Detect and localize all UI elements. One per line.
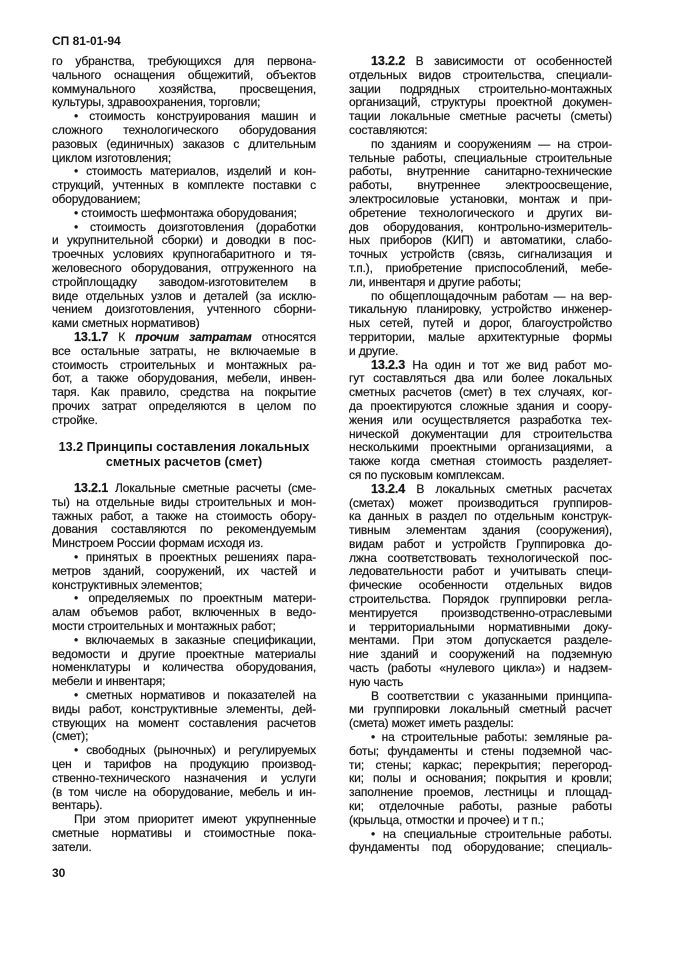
text-line: В соответствии с указанными принципа- bbox=[371, 688, 612, 703]
text-line: мости строительных и монтажных работ; bbox=[52, 618, 276, 633]
text-line: При этом приоритет имеют укрупненные bbox=[74, 812, 316, 827]
text-line: да проектируются сложные здания и соору- bbox=[349, 398, 612, 413]
text-line: дования составляются по рекомендуемым bbox=[52, 522, 316, 537]
text-line: работы, внутреннее электроосвещение, bbox=[349, 178, 612, 193]
text-line: Минстроем России формам исходя из. bbox=[52, 536, 264, 551]
text-line: работы, внутренние санитарно-технические bbox=[349, 164, 612, 179]
text-line: территории, малые архитектурные формы bbox=[349, 329, 612, 344]
text-line: организаций, структуры проектной докумен- bbox=[349, 95, 612, 110]
text-run: В локальных сметных расчетах bbox=[405, 481, 612, 496]
text-line: стройке. bbox=[52, 412, 98, 427]
text-line: оборудованием; bbox=[52, 191, 141, 206]
text-line: тикальную планировку, устройство инженер- bbox=[349, 302, 612, 317]
text-line: т.п.), приобретение приспособлений, мебе- bbox=[349, 260, 612, 275]
paragraph bbox=[349, 483, 612, 690]
text-line: • на специальные строительные работы. bbox=[371, 826, 612, 841]
text-line: разовых (единичных) заказов с длительным bbox=[52, 136, 316, 151]
paragraph bbox=[52, 482, 316, 551]
clause-number: 13.1.7 bbox=[74, 329, 109, 344]
text-line bbox=[52, 331, 316, 345]
text-line: (смет); bbox=[52, 729, 89, 744]
text-line: мебели и инвентаря; bbox=[52, 674, 166, 689]
text-line: ведомости и другие проектные материалы bbox=[52, 646, 316, 661]
text-line: по общеплощадочным работам — на вер- bbox=[371, 288, 612, 303]
paragraph bbox=[349, 690, 612, 731]
clause-number: 13.2.4 bbox=[371, 481, 406, 496]
text-line: виде отдельных узлов и деталей (за исклю- bbox=[52, 288, 316, 303]
paragraph bbox=[349, 359, 612, 483]
text-line: ти; стены; каркас; перекрытия; перегород- bbox=[349, 757, 612, 772]
text-line: бот, а также оборудования, мебели, инвен- bbox=[52, 371, 316, 386]
text-line: ствующих на момент составления расчетов bbox=[52, 715, 316, 730]
paragraph bbox=[349, 138, 612, 290]
text-line: культуры, здравоохранения, торговли; bbox=[52, 95, 261, 110]
paragraph bbox=[52, 689, 316, 744]
text-line: прочих затрат определяются в целом по bbox=[52, 398, 316, 413]
emphasized-term: прочим затратам bbox=[135, 329, 252, 344]
text-line: нической документации для строительства bbox=[349, 426, 612, 441]
text-line: конструктивных элементов; bbox=[52, 577, 203, 592]
text-line: виды работ, конструктивные элементы, дей- bbox=[52, 701, 316, 716]
left-column-bottom-text bbox=[52, 482, 316, 855]
text-line: и другие. bbox=[349, 343, 399, 358]
text-line: • сметных нормативов и показателей на bbox=[74, 687, 316, 702]
text-line: гут составляться два или более локальных bbox=[349, 371, 612, 386]
text-line: • стоимость конструирования машин и bbox=[74, 109, 316, 124]
text-run: Локальные сметные расчеты (сме- bbox=[108, 481, 316, 495]
text-line: и территориальными нормативными доку- bbox=[349, 619, 612, 634]
text-line: и укрупнительной сборки) и доводки в пос- bbox=[52, 233, 316, 248]
section-heading-line-1: 13.2 Принципы составления локальных bbox=[58, 440, 310, 454]
text-line: заполнение проемов, лестницы и площад- bbox=[349, 785, 612, 800]
text-line: • принятых в проектных решениях пара- bbox=[74, 549, 316, 564]
text-line: (в том числе на оборудование, мебель и ин- bbox=[52, 784, 316, 799]
text-line: ную часть bbox=[349, 674, 404, 689]
text-run: относятся bbox=[251, 329, 316, 344]
text-line: ственно-технического назначения и услуги bbox=[52, 770, 316, 785]
text-line: обретение технологического и других ви- bbox=[349, 205, 612, 220]
clause-number: 13.2.1 bbox=[74, 481, 109, 495]
paragraph bbox=[349, 290, 612, 359]
text-line: ледовательности работ и учитывать специ- bbox=[349, 564, 612, 579]
text-line: ками сметных нормативов) bbox=[52, 316, 200, 331]
text-line: • на строительные работы: земляные ра- bbox=[371, 730, 612, 745]
paragraph bbox=[52, 55, 316, 110]
text-line: ние зданий и сооружений на подземную bbox=[349, 647, 612, 662]
text-line: ты) на отдельные виды строительных и мон- bbox=[52, 494, 316, 509]
text-line: затели. bbox=[52, 839, 92, 854]
text-line: ментами. При этом допускается разделе- bbox=[349, 633, 612, 648]
clause-number: 13.2.2 bbox=[371, 54, 406, 68]
text-line: троечных условиях крупногабаритного и тя- bbox=[52, 247, 316, 262]
text-line: чального оснащения общежитий, объектов bbox=[52, 67, 316, 82]
text-line: ных сетей, путей и дорог, благоустройство bbox=[349, 316, 612, 331]
paragraph bbox=[52, 165, 316, 206]
text-line: таря. Как правило, средства на покрытие bbox=[52, 385, 316, 400]
text-line: ми группировки локальный сметный расчет bbox=[349, 702, 612, 717]
text-line: ных приборов (КИП) и автоматики, слабо- bbox=[349, 233, 612, 248]
text-line: циклом изготовления; bbox=[52, 150, 172, 165]
text-run: К bbox=[108, 329, 136, 344]
text-line: ка данных в раздел по отдельным конструк- bbox=[349, 509, 612, 524]
text-line: метров зданий, сооружений, их частей и bbox=[52, 563, 316, 578]
text-line bbox=[349, 483, 612, 497]
page-number: 30 bbox=[52, 866, 66, 880]
text-line: также когда сметная стоимость разделяет- bbox=[349, 454, 612, 469]
text-line: тажных работ, а также на стоимость обору- bbox=[52, 508, 316, 523]
text-line bbox=[52, 482, 316, 496]
paragraph bbox=[52, 221, 316, 331]
text-line: ся по пусковым комплексам. bbox=[349, 467, 505, 482]
paragraph bbox=[52, 592, 316, 633]
paragraph bbox=[52, 331, 316, 428]
paragraph bbox=[52, 207, 316, 221]
text-run: На один и тот же вид работ мо- bbox=[405, 357, 612, 372]
text-line: струкций, учтенных в комплекте поставки с bbox=[52, 178, 316, 193]
text-line: зации подрядных строительно-монтажных bbox=[349, 81, 612, 96]
text-line: боты; фундаменты и стены подземной час- bbox=[349, 743, 612, 758]
text-line: видам работ и устройств Группировка до- bbox=[349, 536, 612, 551]
text-line: точных устройств (связь, сигнализация и bbox=[349, 247, 612, 262]
text-line: фические особенности отдельных видов bbox=[349, 578, 612, 593]
paragraph bbox=[52, 813, 316, 854]
document-id-header: СП 81-01-94 bbox=[52, 34, 121, 48]
text-line: сметные нормативы и стоимостные пока- bbox=[52, 825, 316, 840]
clause-number: 13.2.3 bbox=[371, 357, 406, 372]
text-line: тивным элементам здания (сооружения), bbox=[349, 523, 612, 538]
text-line: (смета) может иметь разделы: bbox=[349, 716, 514, 731]
text-line: по зданиям и сооружениям — на строи- bbox=[371, 136, 612, 151]
text-line: электросиловые установки, монтаж и при- bbox=[349, 191, 612, 206]
text-line: коммунального хозяйства, просвещения, bbox=[52, 81, 316, 96]
text-line: го убранства, требующихся для первона- bbox=[52, 54, 316, 68]
text-line: часть (работы «нулевого цикла») и надзем- bbox=[349, 661, 612, 676]
left-column-top-text bbox=[52, 55, 316, 428]
text-line: тации локальные сметные расчеты (сметы) bbox=[349, 109, 612, 124]
text-line: вентарь). bbox=[52, 798, 103, 813]
paragraph bbox=[349, 55, 612, 138]
text-line: ментируется производственно-отраслевыми bbox=[349, 605, 612, 620]
text-line: ки; отделочные работы, разные работы bbox=[349, 799, 612, 814]
paragraph bbox=[52, 744, 316, 813]
paragraph bbox=[52, 551, 316, 592]
text-line: чением доизготовления, учтенного сборни- bbox=[52, 302, 316, 317]
text-line: • определяемых по проектным матери- bbox=[74, 591, 316, 606]
text-line: • свободных (рыночных) и регулируемых bbox=[74, 743, 316, 758]
text-line: стройплощадку заводом-изготовителем в bbox=[52, 274, 316, 289]
text-line: стоимость строительных и монтажных ра- bbox=[52, 357, 316, 372]
text-line: (крыльца, отмостки и прочее) и т п.; bbox=[349, 812, 544, 827]
text-line: (сметах) может производиться группиров- bbox=[349, 495, 612, 510]
paragraph bbox=[52, 110, 316, 165]
text-line: все остальные затраты, не включаемые в bbox=[52, 343, 316, 358]
text-line: фундаменты под оборудование; специаль- bbox=[349, 840, 612, 855]
text-line: алам объемов работ, включенных в ведо- bbox=[52, 605, 316, 620]
text-run: В зависимости от особенностей bbox=[405, 54, 612, 68]
text-line: цен и тарифов на продукцию производ- bbox=[52, 756, 316, 771]
text-line: • стоимость материалов, изделий и кон- bbox=[74, 164, 316, 179]
paragraph bbox=[349, 731, 612, 828]
text-line: ки; полы и основания; покрытия и кровли; bbox=[349, 771, 612, 786]
text-line: желовесного оборудования, отгруженного на bbox=[52, 260, 316, 275]
text-line: • включаемых в заказные спецификации, bbox=[74, 632, 316, 647]
text-line bbox=[349, 55, 612, 69]
text-line: отдельных видов строительства, специали- bbox=[349, 67, 612, 82]
section-heading-line-2: сметных расчетов (смет) bbox=[105, 455, 263, 469]
text-line: жения или осуществляется разработка тех- bbox=[349, 412, 612, 427]
section-heading-13-2 bbox=[52, 440, 316, 470]
text-line: дов оборудования, контрольно-измеритель- bbox=[349, 219, 612, 234]
text-line: • стоимость доизготовления (доработки bbox=[74, 219, 316, 234]
text-line: тельные работы, специальные строительные bbox=[349, 150, 612, 165]
text-line: сметных расчетов (смет) в тех случаях, ког- bbox=[349, 385, 612, 400]
paragraph bbox=[349, 828, 612, 856]
text-line: строительства. Порядок группировки регла- bbox=[349, 592, 612, 607]
text-line: составляются: bbox=[349, 122, 428, 137]
text-line: ли, инвентаря и другие работы; bbox=[349, 274, 521, 289]
text-line: сложного технологического оборудования bbox=[52, 122, 316, 137]
right-column-text bbox=[349, 55, 612, 855]
text-line: лжна соответствовать технологической пос- bbox=[349, 550, 612, 565]
paragraph bbox=[52, 634, 316, 689]
text-line bbox=[349, 359, 612, 373]
text-line: несколькими проектными организациями, а bbox=[349, 440, 612, 455]
text-line: номенклатуры и количества оборудования, bbox=[52, 660, 316, 675]
text-line: • стоимость шефмонтажа оборудования; bbox=[74, 205, 297, 220]
